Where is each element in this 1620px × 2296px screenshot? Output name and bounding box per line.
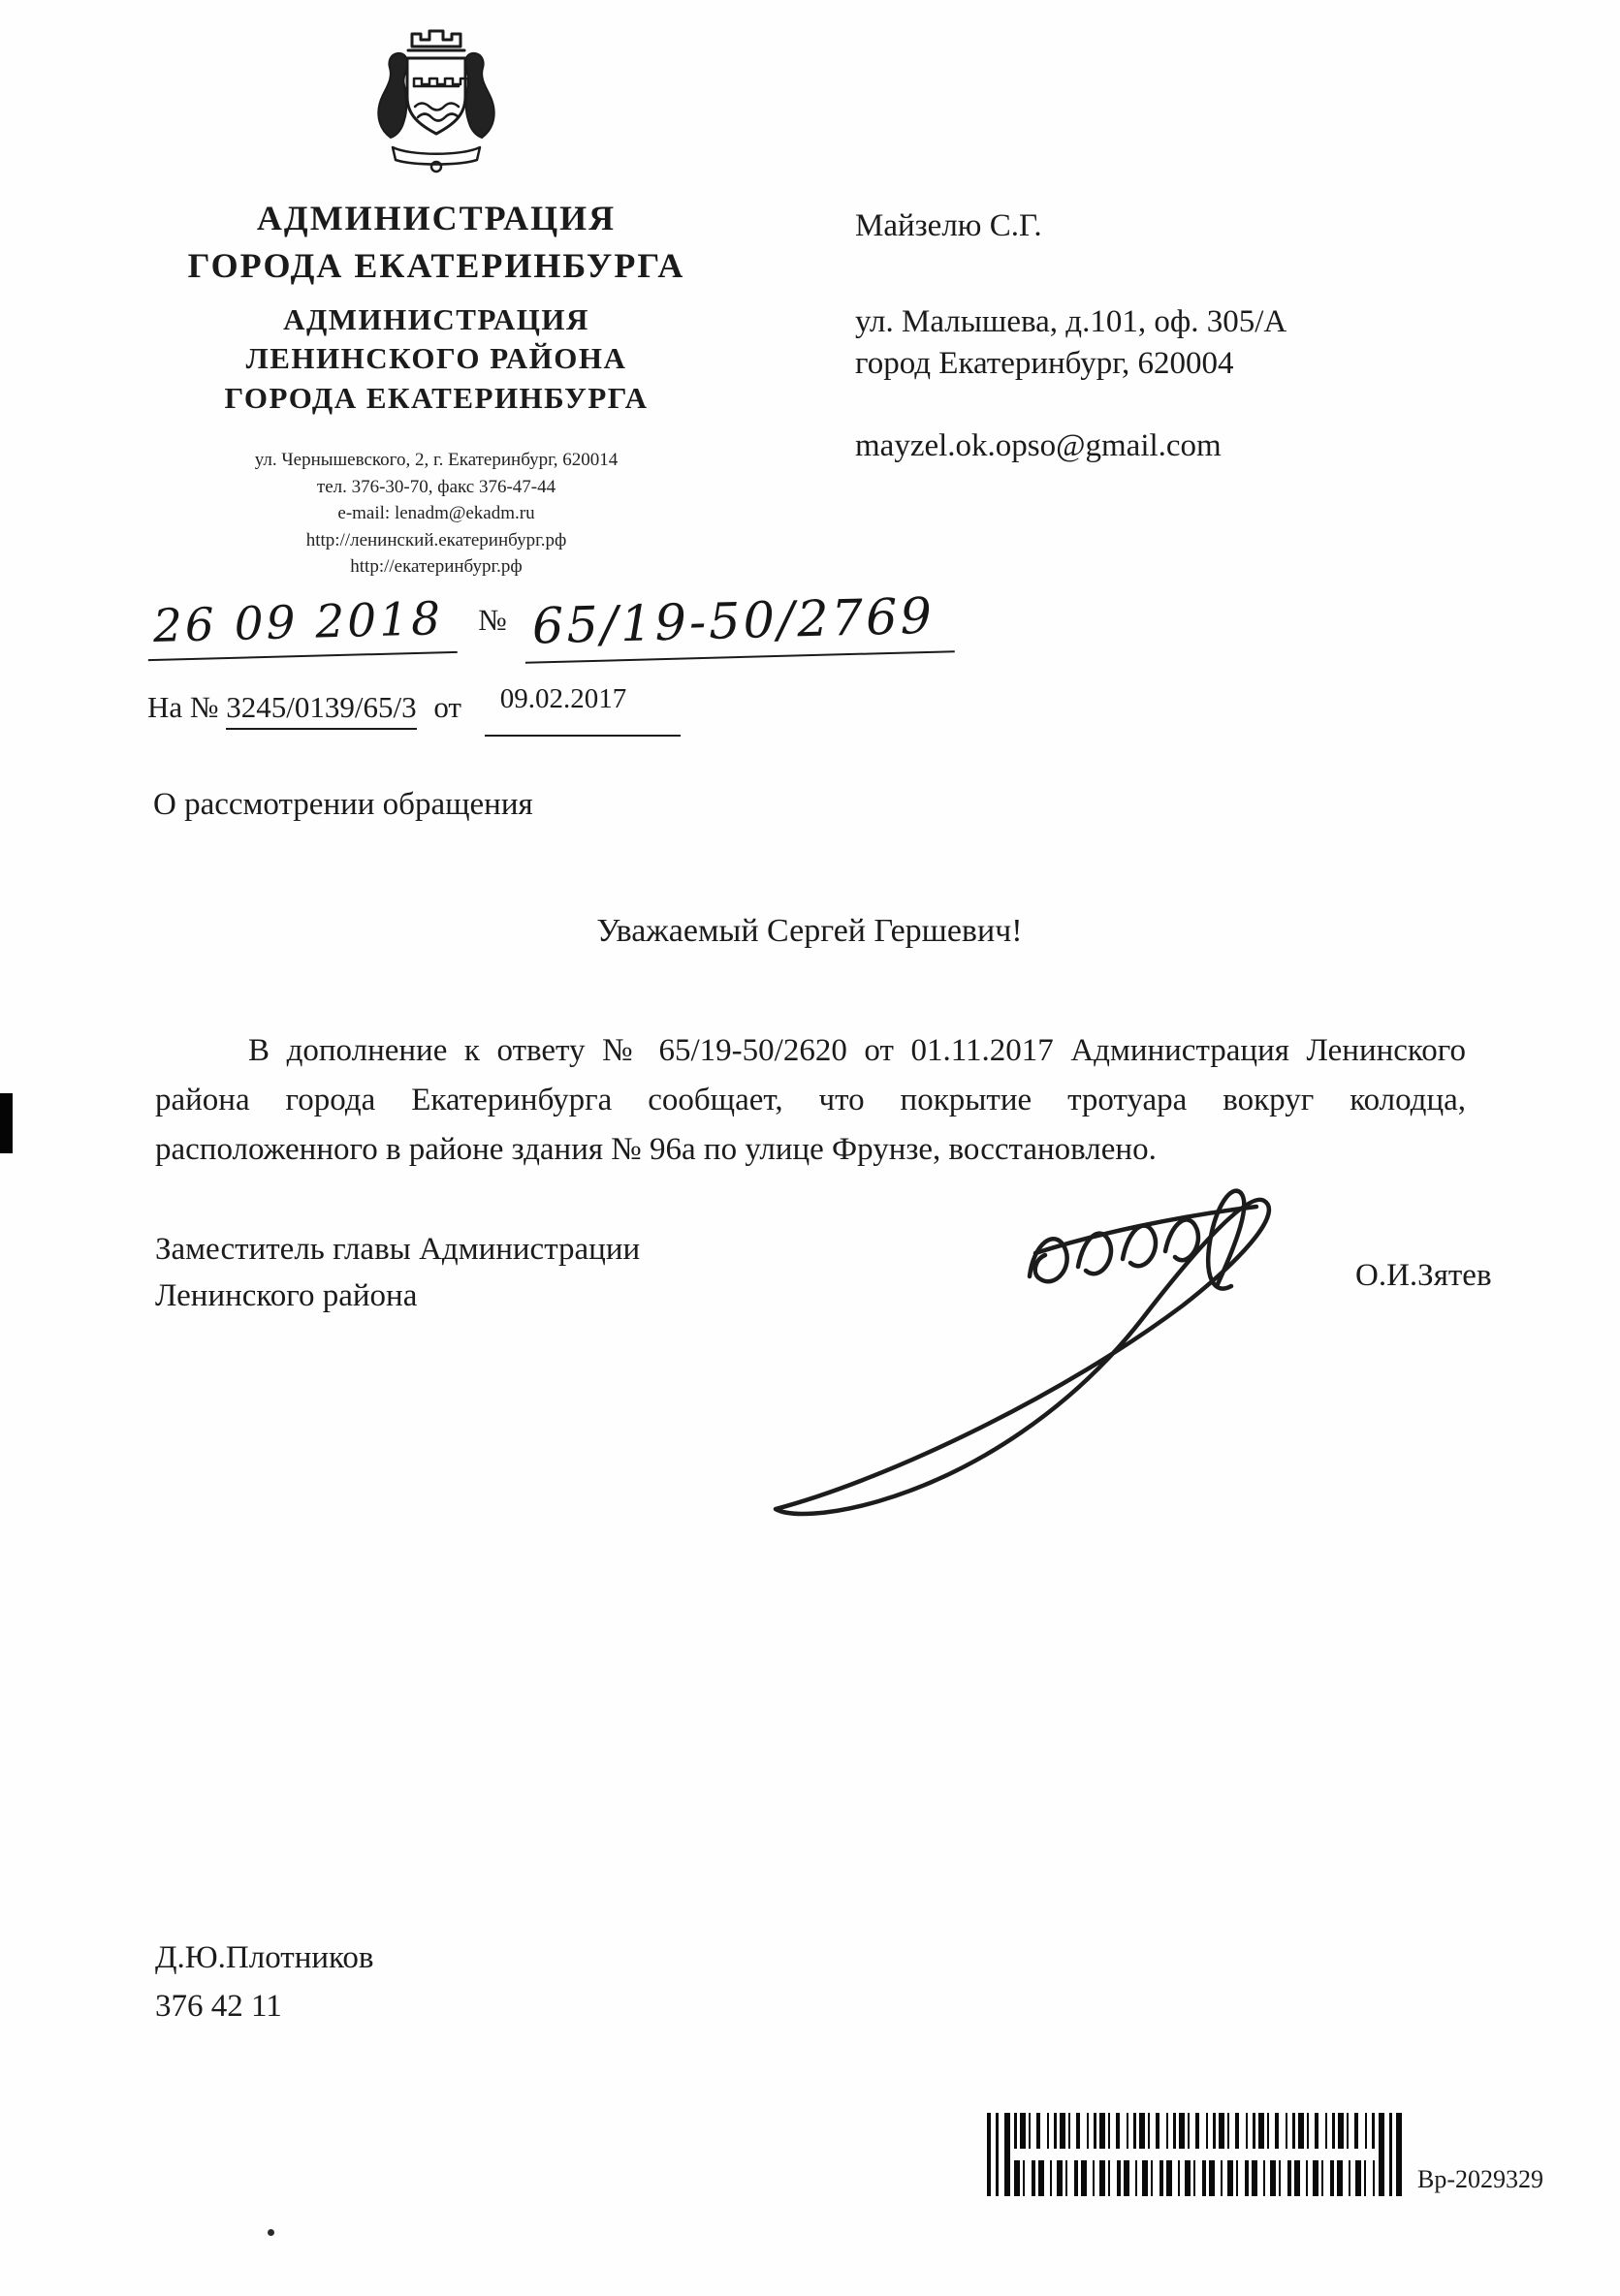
salutation: Уважаемый Сергей Гершевич! [596, 913, 1023, 949]
letterhead-site1: http://ленинский.екатеринбург.рф [305, 529, 567, 550]
recipient-name: Майзелю С.Г. [855, 208, 1042, 243]
barcode-row-2 [1014, 2160, 1375, 2196]
handwritten-signature-icon [746, 1158, 1304, 1546]
barcode-guard-left [987, 2113, 1014, 2196]
coat-of-arms-icon [354, 21, 519, 179]
incoming-date: 09.02.2017 [499, 683, 627, 714]
letter-body: В дополнение к ответу № 65/19-50/2620 от 01.11.2017 Администрация Ленинского района города Екатеринбурга сообщает, что покрытие тротуара вокруг колодца, расположенного в районе здания № 96а по улице Фрунзе, восстановлено. [155, 1033, 1466, 1168]
signer-title-line1: Заместитель главы Администрации [155, 1232, 641, 1267]
letter-subject: О рассмотрении обращения [153, 787, 533, 822]
scan-dot-artifact [268, 2229, 274, 2236]
barcode-row-1 [1014, 2113, 1375, 2149]
number-sign: № [478, 603, 507, 637]
executor-block [155, 1934, 373, 2030]
letterhead-phone: тел. 376-30-70, факс 376-47-44 [316, 476, 556, 497]
department-name [116, 300, 756, 418]
recipient-address-line1: ул. Малышева, д.101, оф. 305/А [855, 303, 1287, 339]
executor-name: Д.Ю.Плотников [155, 1940, 374, 1975]
barcode-label: Вр-2029329 [1417, 2165, 1543, 2193]
reply-prefix: На № [147, 690, 219, 724]
executor-phone: 376 42 11 [155, 1988, 282, 2024]
signer-name: О.И.Зятев [1355, 1258, 1492, 1293]
letterhead [116, 21, 756, 581]
reply-ot-label: от [433, 690, 461, 724]
incoming-number: 3245/0139/65/3 [226, 690, 416, 730]
scan-edge-artifact [0, 1093, 13, 1153]
outgoing-reference-line [147, 587, 1214, 658]
letterhead-address: ул. Чернышевского, 2, г. Екатеринбург, 620014 [254, 450, 619, 471]
org-name-line1: АДМИНИСТРАЦИЯ [256, 199, 617, 237]
signer-title-line2: Ленинского района [155, 1277, 418, 1313]
signer-title [155, 1227, 640, 1320]
registration-barcode-block [987, 2113, 1543, 2196]
incoming-date-field [485, 683, 682, 737]
department-line2: ЛЕНИНСКОГО РАЙОНА [245, 341, 627, 376]
department-line1: АДМИНИСТРАЦИЯ [283, 302, 589, 337]
handwritten-outgoing-number: 65/19-50/2769 [524, 587, 955, 664]
letterhead-site2: http://екатеринбург.рф [350, 556, 523, 578]
handwritten-date: 26 09 2018 [146, 592, 458, 661]
incoming-reference-line [147, 683, 681, 737]
recipient-email: mayzel.ok.opso@gmail.com [855, 427, 1222, 463]
barcode-guard-right [1375, 2113, 1402, 2196]
barcode-icon [987, 2113, 1402, 2196]
department-line3: ГОРОДА ЕКАТЕРИНБУРГА [224, 380, 649, 415]
org-name [116, 195, 756, 289]
recipient-block [855, 205, 1476, 467]
org-name-line2: ГОРОДА ЕКАТЕРИНБУРГА [187, 245, 685, 285]
recipient-address-line2: город Екатеринбург, 620004 [855, 345, 1234, 381]
letterhead-contacts [116, 447, 756, 581]
letterhead-email: e-mail: lenadm@ekadm.ru [337, 503, 535, 524]
